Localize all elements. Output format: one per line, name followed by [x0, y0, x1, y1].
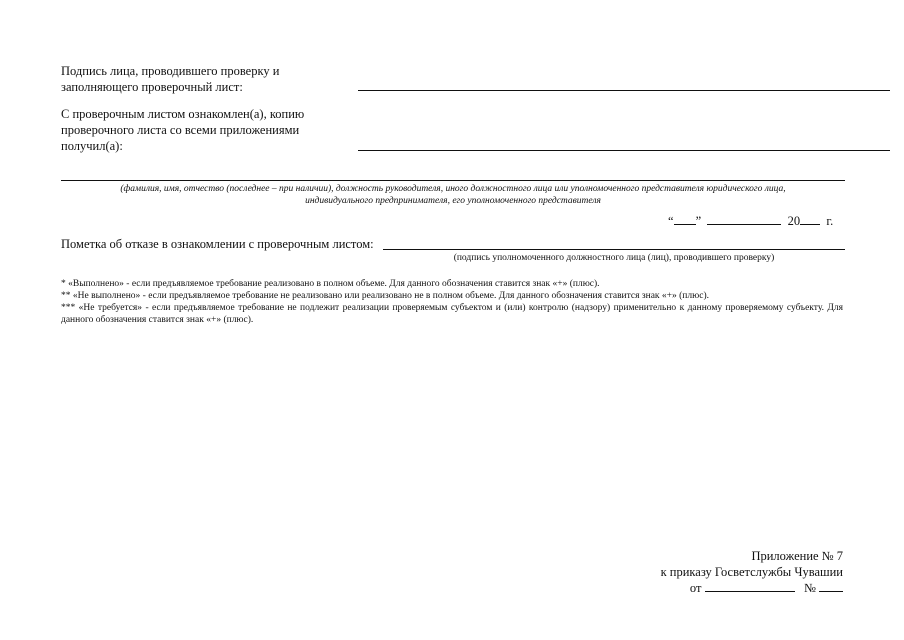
date-close-quote: ” — [695, 214, 702, 228]
refusal-signature-line[interactable] — [383, 249, 845, 250]
appendix-date-field[interactable] — [705, 580, 795, 592]
name-caption-line-2: индивидуального предпринимателя, его уполномоченного представителя — [305, 196, 601, 206]
footnotes — [61, 278, 843, 326]
representative-name-line[interactable] — [61, 180, 845, 181]
day-field[interactable] — [674, 213, 696, 225]
date-open-quote: “ — [668, 214, 674, 228]
representative-name-caption — [61, 183, 845, 207]
appendix-date-number-line — [661, 580, 843, 596]
appendix-from-label: от — [689, 581, 702, 595]
year-prefix: 20 — [787, 214, 801, 228]
footnote-not-completed: ** «Не выполнено» - если предъявляемое требование не реализовано или реализовано не в полном объеме. Для данного обозначения ставится знак «+» (плюс). — [61, 291, 709, 301]
month-field[interactable] — [707, 213, 781, 225]
date-line — [668, 213, 848, 229]
ack-label-line-3: получил(а): — [61, 139, 123, 153]
name-caption-line-1: (фамилия, имя, отчество (последнее – при наличии), должность руководителя, иного должностного лица или уполномоченного представителя юридического лица, — [120, 184, 786, 194]
ack-label-line-1: С проверочным листом ознакомлен(а), копию — [61, 107, 305, 121]
year-suffix: г. — [826, 214, 834, 228]
appendix-number: Приложение № 7 — [751, 549, 843, 563]
inspector-signature-line[interactable] — [358, 90, 890, 91]
inspector-label-line-2: заполняющего проверочный лист: — [61, 80, 243, 94]
inspector-signature-label — [61, 63, 351, 95]
refusal-label: Пометка об отказе в ознакомлении с проверочным листом: — [61, 237, 374, 251]
footnote-completed: * «Выполнено» - если предъявляемое требование реализовано в полном объеме. Для данного обозначения ставится знак «+» (плюс). — [61, 279, 600, 289]
acknowledgement-label — [61, 106, 351, 154]
appendix-number-label: № — [803, 581, 816, 595]
acknowledgement-signature-line[interactable] — [358, 150, 890, 151]
ack-label-line-2: проверочного листа со всеми приложениями — [61, 123, 300, 137]
year-field[interactable] — [800, 213, 820, 225]
refusal-caption: (подпись уполномоченного должностного лица (лиц), проводившего проверку) — [453, 253, 775, 263]
appendix-number-field[interactable] — [819, 580, 843, 592]
footnote-not-required: *** «Не требуется» - если предъявляемое требование не подлежит реализации проверяемым субъектом и (или) контролю (надзору) применительно к данному проверяемому субъекту. Для данного обозначения ставится знак «+» (плюс). — [61, 303, 843, 325]
inspector-label-line-1: Подпись лица, проводившего проверку и — [61, 64, 280, 78]
appendix-order-reference: к приказу Госветслужбы Чувашии — [660, 565, 843, 579]
appendix-header — [661, 548, 843, 596]
